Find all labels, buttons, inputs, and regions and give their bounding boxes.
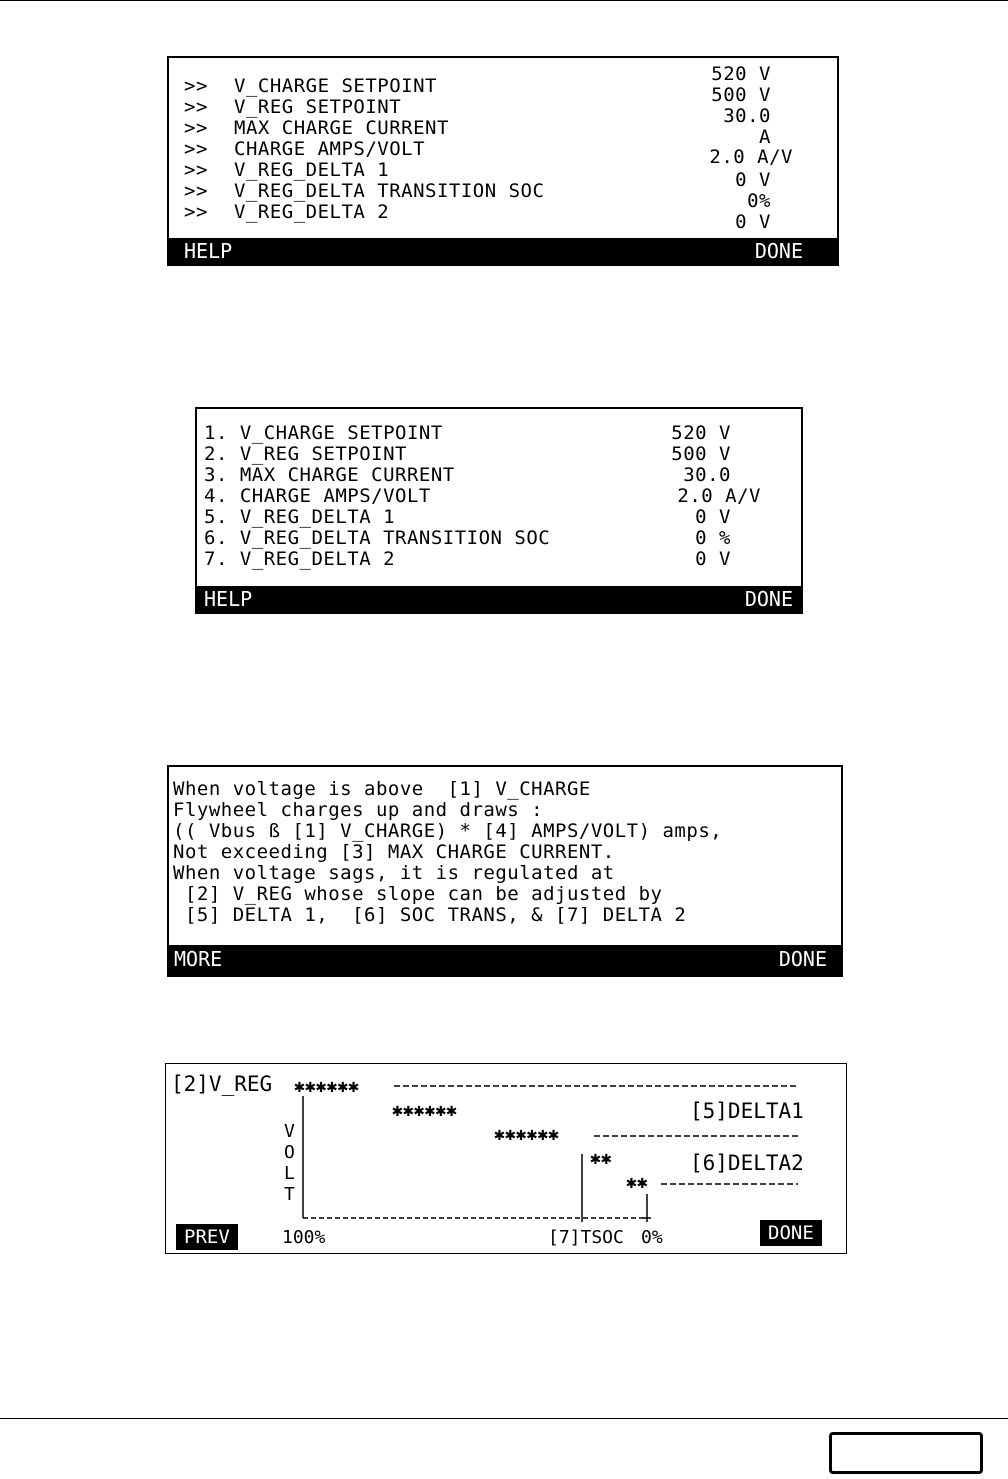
menu-item-6[interactable]: 6. V_REG_DELTA TRANSITION SOC [204,527,551,549]
prev-button[interactable]: PREV [176,1224,238,1250]
menu-item-v-reg-delta-2[interactable]: V_REG_DELTA 2 [234,201,390,223]
help-line: (( Vbus ß [1] V_CHARGE) * [4] AMPS/VOLT) amps, [173,820,723,842]
help-softkey[interactable]: HELP [184,239,233,263]
menu-arrow: >> [184,201,208,223]
menu-item-v-charge[interactable]: V_CHARGE SETPOINT [234,75,437,97]
value-text: 30.0 [683,464,731,486]
help-line: When voltage is above [1] V_CHARGE [173,778,591,800]
menu-item-v-reg-delta-transition-soc[interactable]: V_REG_DELTA TRANSITION SOC [234,180,545,202]
done-softkey[interactable]: DONE [744,587,793,611]
done-button[interactable]: DONE [760,1220,822,1246]
curve-stars: ✱✱✱✱✱✱ [494,1124,560,1145]
y-axis-letter: V [284,1121,295,1142]
done-softkey[interactable]: DONE [754,239,803,263]
menu-item-max-charge-current[interactable]: MAX CHARGE CURRENT [234,117,449,139]
y-axis-letter: L [284,1163,295,1184]
softkey-bar [169,945,841,975]
menu-item-7[interactable]: 7. V_REG_DELTA 2 [204,548,396,570]
v-reg-graph-screen [165,1063,847,1254]
value-text: 2.0 A/V [677,485,761,507]
value-text: 520 V [671,422,731,444]
value-text: 500 V [671,443,731,465]
value-text: 0% [747,190,771,212]
value-text: 0 % [695,527,731,549]
y-axis-letter: O [284,1142,295,1163]
menu-item-v-reg-delta-1[interactable]: V_REG_DELTA 1 [234,159,390,181]
menu-item-3[interactable]: 3. MAX CHARGE CURRENT [204,464,455,486]
value-text: 2.0 A/V [709,146,793,168]
help-line: [2] V_REG whose slope can be adjusted by [173,883,663,905]
value-text: 0 V [735,169,771,191]
delta1-label: [5]DELTA1 [690,1099,804,1123]
x-start-label: 100% [282,1227,326,1248]
y-axis-letter: T [284,1184,295,1205]
menu-item-1[interactable]: 1. V_CHARGE SETPOINT [204,422,443,444]
curve-stars: ✱✱✱✱✱✱ [392,1100,458,1121]
done-softkey[interactable]: DONE [778,947,827,971]
curve-stars: ✱✱ [626,1172,648,1193]
menu-arrow: >> [184,117,208,139]
value-text: 30.0 [723,105,771,127]
help-line: [5] DELTA 1, [6] SOC TRANS, & [7] DELTA 2 [173,904,687,926]
curve-stars: ✱✱✱✱✱✱ [294,1076,360,1097]
value-text: 0 V [695,506,731,528]
menu-arrow: >> [184,138,208,160]
x-end-label: 0% [641,1227,663,1248]
menu-arrow: >> [184,96,208,118]
menu-item-5[interactable]: 5. V_REG_DELTA 1 [204,506,396,528]
page-number-box [829,1432,983,1474]
menu-item-charge-amps-volt[interactable]: CHARGE AMPS/VOLT [234,138,426,160]
value-text: 0 V [695,548,731,570]
softkey-bar [169,238,837,264]
menu-arrow: >> [184,75,208,97]
help-line: When voltage sags, it is regulated at [173,862,615,884]
menu-arrow: >> [184,159,208,181]
value-text: 500 V [711,84,771,106]
softkey-bar [197,586,801,612]
help-softkey[interactable]: HELP [204,587,253,611]
graph-title: [2]V_REG [171,1072,273,1096]
menu-item-4[interactable]: 4. CHARGE AMPS/VOLT [204,485,431,507]
menu-arrow: >> [184,180,208,202]
help-text-screen [167,765,843,977]
menu-item-v-reg[interactable]: V_REG SETPOINT [234,96,402,118]
value-text: 520 V [711,63,771,85]
help-line: Not exceeding [3] MAX CHARGE CURRENT. [173,841,615,863]
curve-stars: ✱✱ [590,1148,612,1169]
menu-item-2[interactable]: 2. V_REG SETPOINT [204,443,407,465]
setpoint-menu-screen-numbered [195,407,803,614]
x-tsoc-label: [7]TSOC [548,1227,624,1248]
delta2-label: [6]DELTA2 [690,1151,804,1175]
value-text: 0 V [735,211,771,233]
setpoint-menu-screen-arrows [167,56,839,266]
footer-rule [0,1418,1008,1419]
more-softkey[interactable]: MORE [174,947,223,971]
help-line: Flywheel charges up and draws : [173,799,544,821]
top-rule [0,0,1008,1]
value-text: A [759,126,771,148]
